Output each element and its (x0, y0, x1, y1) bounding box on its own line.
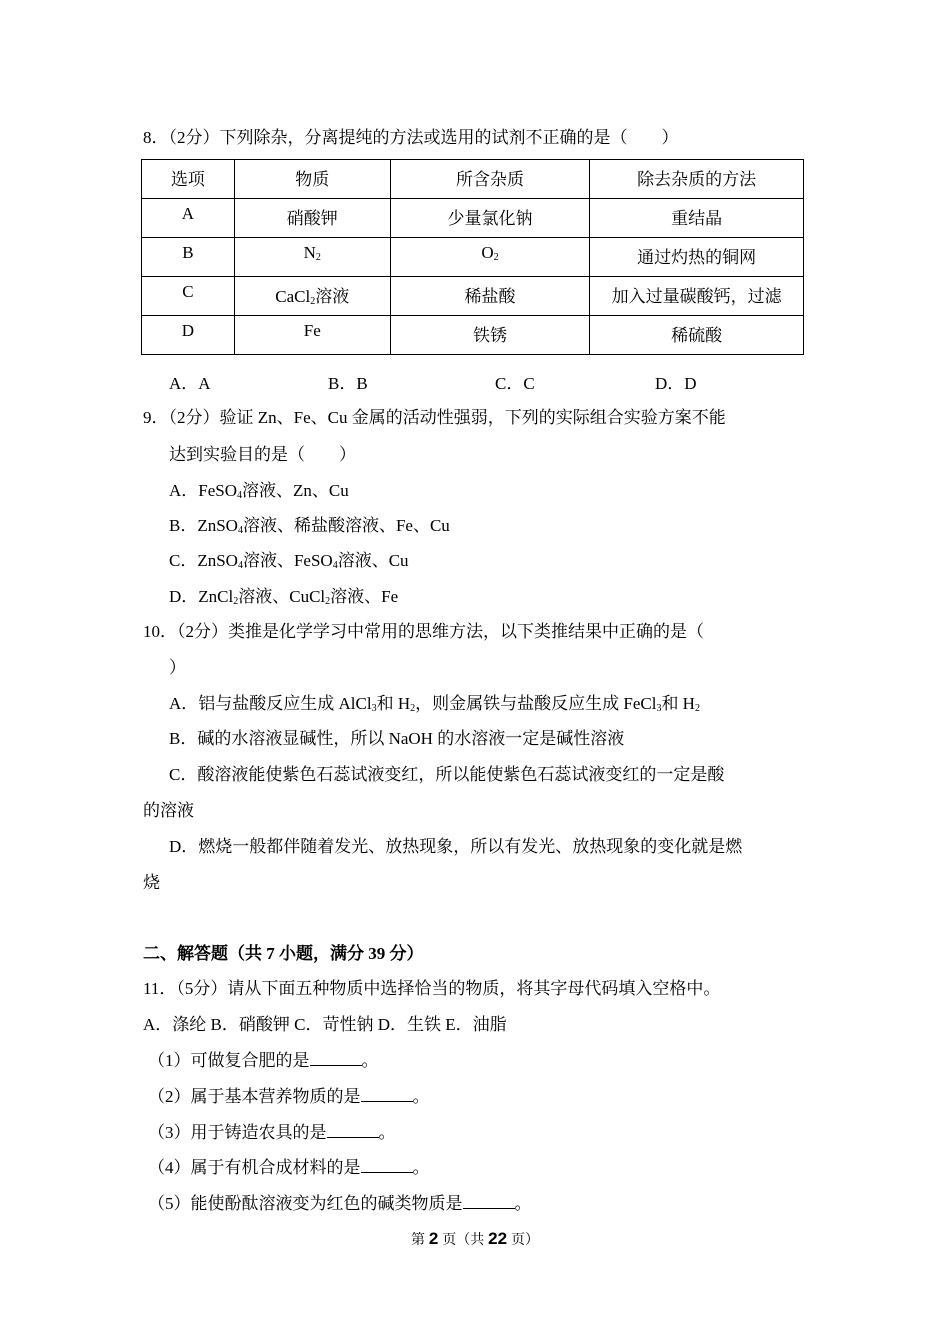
q11-sub-item (148, 1121, 396, 1144)
page-footer (0, 1229, 950, 1249)
q9-choice-c (169, 550, 409, 572)
q10-choice-d-line2: 烧 (143, 873, 160, 892)
table-cell-impurity: 稀盐酸 (390, 277, 590, 316)
text: 。 (412, 1087, 430, 1106)
table-cell-impurity: 铁锈 (390, 316, 590, 355)
section-heading: 二、解答题（共 7 小题，满分 39 分） (143, 944, 424, 963)
subscript: 3 (656, 703, 662, 714)
q8-choice-b: B．B (328, 374, 368, 393)
current-page-number: 2 (428, 1229, 439, 1248)
q8-choice-d: D．D (655, 374, 697, 393)
q10-choice-b: B．碱的水溶液显碱性，所以 NaOH 的水溶液一定是碱性溶液 (169, 729, 625, 748)
table-cell-option: B (142, 238, 235, 277)
text: 。 (412, 1158, 430, 1177)
table-row (142, 238, 804, 277)
table-cell-option: A (142, 199, 235, 238)
subscript: 2 (310, 296, 316, 307)
table-cell-method: 加入过量碳酸钙，过滤 (590, 277, 804, 316)
table-header-row (142, 160, 804, 199)
text: 。 (361, 1051, 379, 1070)
subscript: 2 (315, 252, 321, 263)
text: 溶液、稀盐酸溶液、Fe、Cu (242, 516, 450, 535)
question-10-stem-line2: ） (169, 658, 186, 677)
text: 溶液、FeSO (242, 551, 333, 570)
answer-blank[interactable] (327, 1121, 379, 1138)
question-8-stem: 8．（2分）下列除杂，分离提纯的方法或选用的试剂不正确的是（ ） (143, 128, 679, 147)
table-row (142, 199, 804, 238)
table-row (142, 277, 804, 316)
subscript: 4 (237, 525, 243, 536)
q10-choice-a (169, 693, 700, 715)
text: （2）属于基本营养物质的是 (148, 1087, 361, 1106)
table-cell-impurity (390, 238, 590, 277)
subscript: 4 (237, 560, 243, 571)
subscript: 2 (410, 703, 416, 714)
footer-middle: 页（共 (442, 1231, 485, 1247)
subscript: 2 (493, 252, 499, 263)
total-page-number: 22 (488, 1229, 508, 1248)
table-cell-method: 重结晶 (590, 199, 804, 238)
table-cell-substance (234, 238, 390, 277)
text: 。 (514, 1194, 532, 1213)
footer-prefix: 第 (411, 1231, 426, 1247)
formula-tail: 溶液 (315, 287, 350, 306)
formula-text: N (303, 243, 316, 262)
text: （1）可做复合肥的是 (148, 1051, 310, 1070)
text: （4）属于有机合成材料的是 (148, 1158, 361, 1177)
text: 溶液、Fe (330, 587, 399, 606)
table-cell-substance: Fe (234, 316, 390, 355)
answer-blank[interactable] (361, 1156, 413, 1173)
text: A．铝与盐酸反应生成 AlCl (169, 694, 372, 713)
q10-choice-c-line2: 的溶液 (143, 801, 194, 820)
table-row (142, 316, 804, 355)
question-11-stem: 11．（5分）请从下面五种物质中选择恰当的物质，将其字母代码填入空格中。 (143, 979, 721, 998)
formula-text: O (481, 243, 494, 262)
q11-sub-item (148, 1156, 430, 1179)
text: ，则金属铁与盐酸反应生成 FeCl (415, 694, 657, 713)
table-header-cell: 除去杂质的方法 (590, 160, 804, 199)
table-cell-substance: 硝酸钾 (234, 199, 390, 238)
table-cell-impurity: 少量氯化钠 (390, 199, 590, 238)
subscript: 2 (325, 596, 331, 607)
formula-text: CaCl (275, 287, 311, 306)
q11-sub-item (148, 1085, 430, 1108)
text: 溶液、Zn、Cu (242, 481, 349, 500)
q10-choice-c-line1: C．酸溶液能使紫色石蕊试液变红，所以能使紫色石蕊试液变红的一定是酸 (169, 765, 725, 784)
table-cell-option: C (142, 277, 235, 316)
q9-choice-b (169, 515, 450, 537)
q11-sub-item (148, 1192, 532, 1215)
text: B．ZnSO (169, 516, 238, 535)
question-11-options: A．涤纶 B．硝酸钾 C．苛性钠 D．生铁 E．油脂 (143, 1015, 507, 1034)
footer-suffix: 页） (510, 1231, 539, 1247)
options-table (141, 159, 804, 355)
text: 溶液、CuCl (238, 587, 326, 606)
subscript: 2 (233, 596, 239, 607)
text: D．ZnCl (169, 587, 234, 606)
question-10-stem-line1: 10．（2分）类推是化学学习中常用的思维方法，以下类推结果中正确的是（ (143, 622, 704, 641)
text: A．FeSO (169, 481, 238, 500)
q9-choice-a (169, 480, 349, 502)
question-9-stem-line1: 9．（2分）验证 Zn、Fe、Cu 金属的活动性强弱，下列的实际组合实验方案不能 (143, 408, 726, 427)
subscript: 4 (332, 560, 338, 571)
text: （3）用于铸造农具的是 (148, 1123, 327, 1142)
table-cell-method: 稀硫酸 (590, 316, 804, 355)
text: 溶液、Cu (337, 551, 409, 570)
q9-choice-d (169, 586, 398, 608)
table-header-cell: 所含杂质 (390, 160, 590, 199)
table-cell-method: 通过灼热的铜网 (590, 238, 804, 277)
answer-blank[interactable] (463, 1192, 515, 1209)
text: C．ZnSO (169, 551, 238, 570)
subscript: 4 (237, 490, 243, 501)
q8-choice-c: C．C (495, 374, 535, 393)
q10-choice-d-line1: D．燃烧一般都伴随着发光、放热现象，所以有发光、放热现象的变化就是燃 (169, 837, 743, 856)
text: 。 (378, 1123, 396, 1142)
table-header-cell: 物质 (234, 160, 390, 199)
q8-choice-a: A．A (169, 374, 211, 393)
subscript: 3 (371, 703, 377, 714)
subscript: 2 (694, 703, 700, 714)
text: （5）能使酚酞溶液变为红色的碱类物质是 (148, 1194, 463, 1213)
table-cell-substance (234, 277, 390, 316)
table-header-cell: 选项 (142, 160, 235, 199)
question-9-stem-line2: 达到实验目的是（ ） (169, 445, 356, 464)
answer-blank[interactable] (310, 1049, 362, 1066)
answer-blank[interactable] (361, 1085, 413, 1102)
q11-sub-item (148, 1049, 379, 1072)
text: 和 H (661, 694, 695, 713)
text: 和 H (376, 694, 411, 713)
table-cell-option: D (142, 316, 235, 355)
